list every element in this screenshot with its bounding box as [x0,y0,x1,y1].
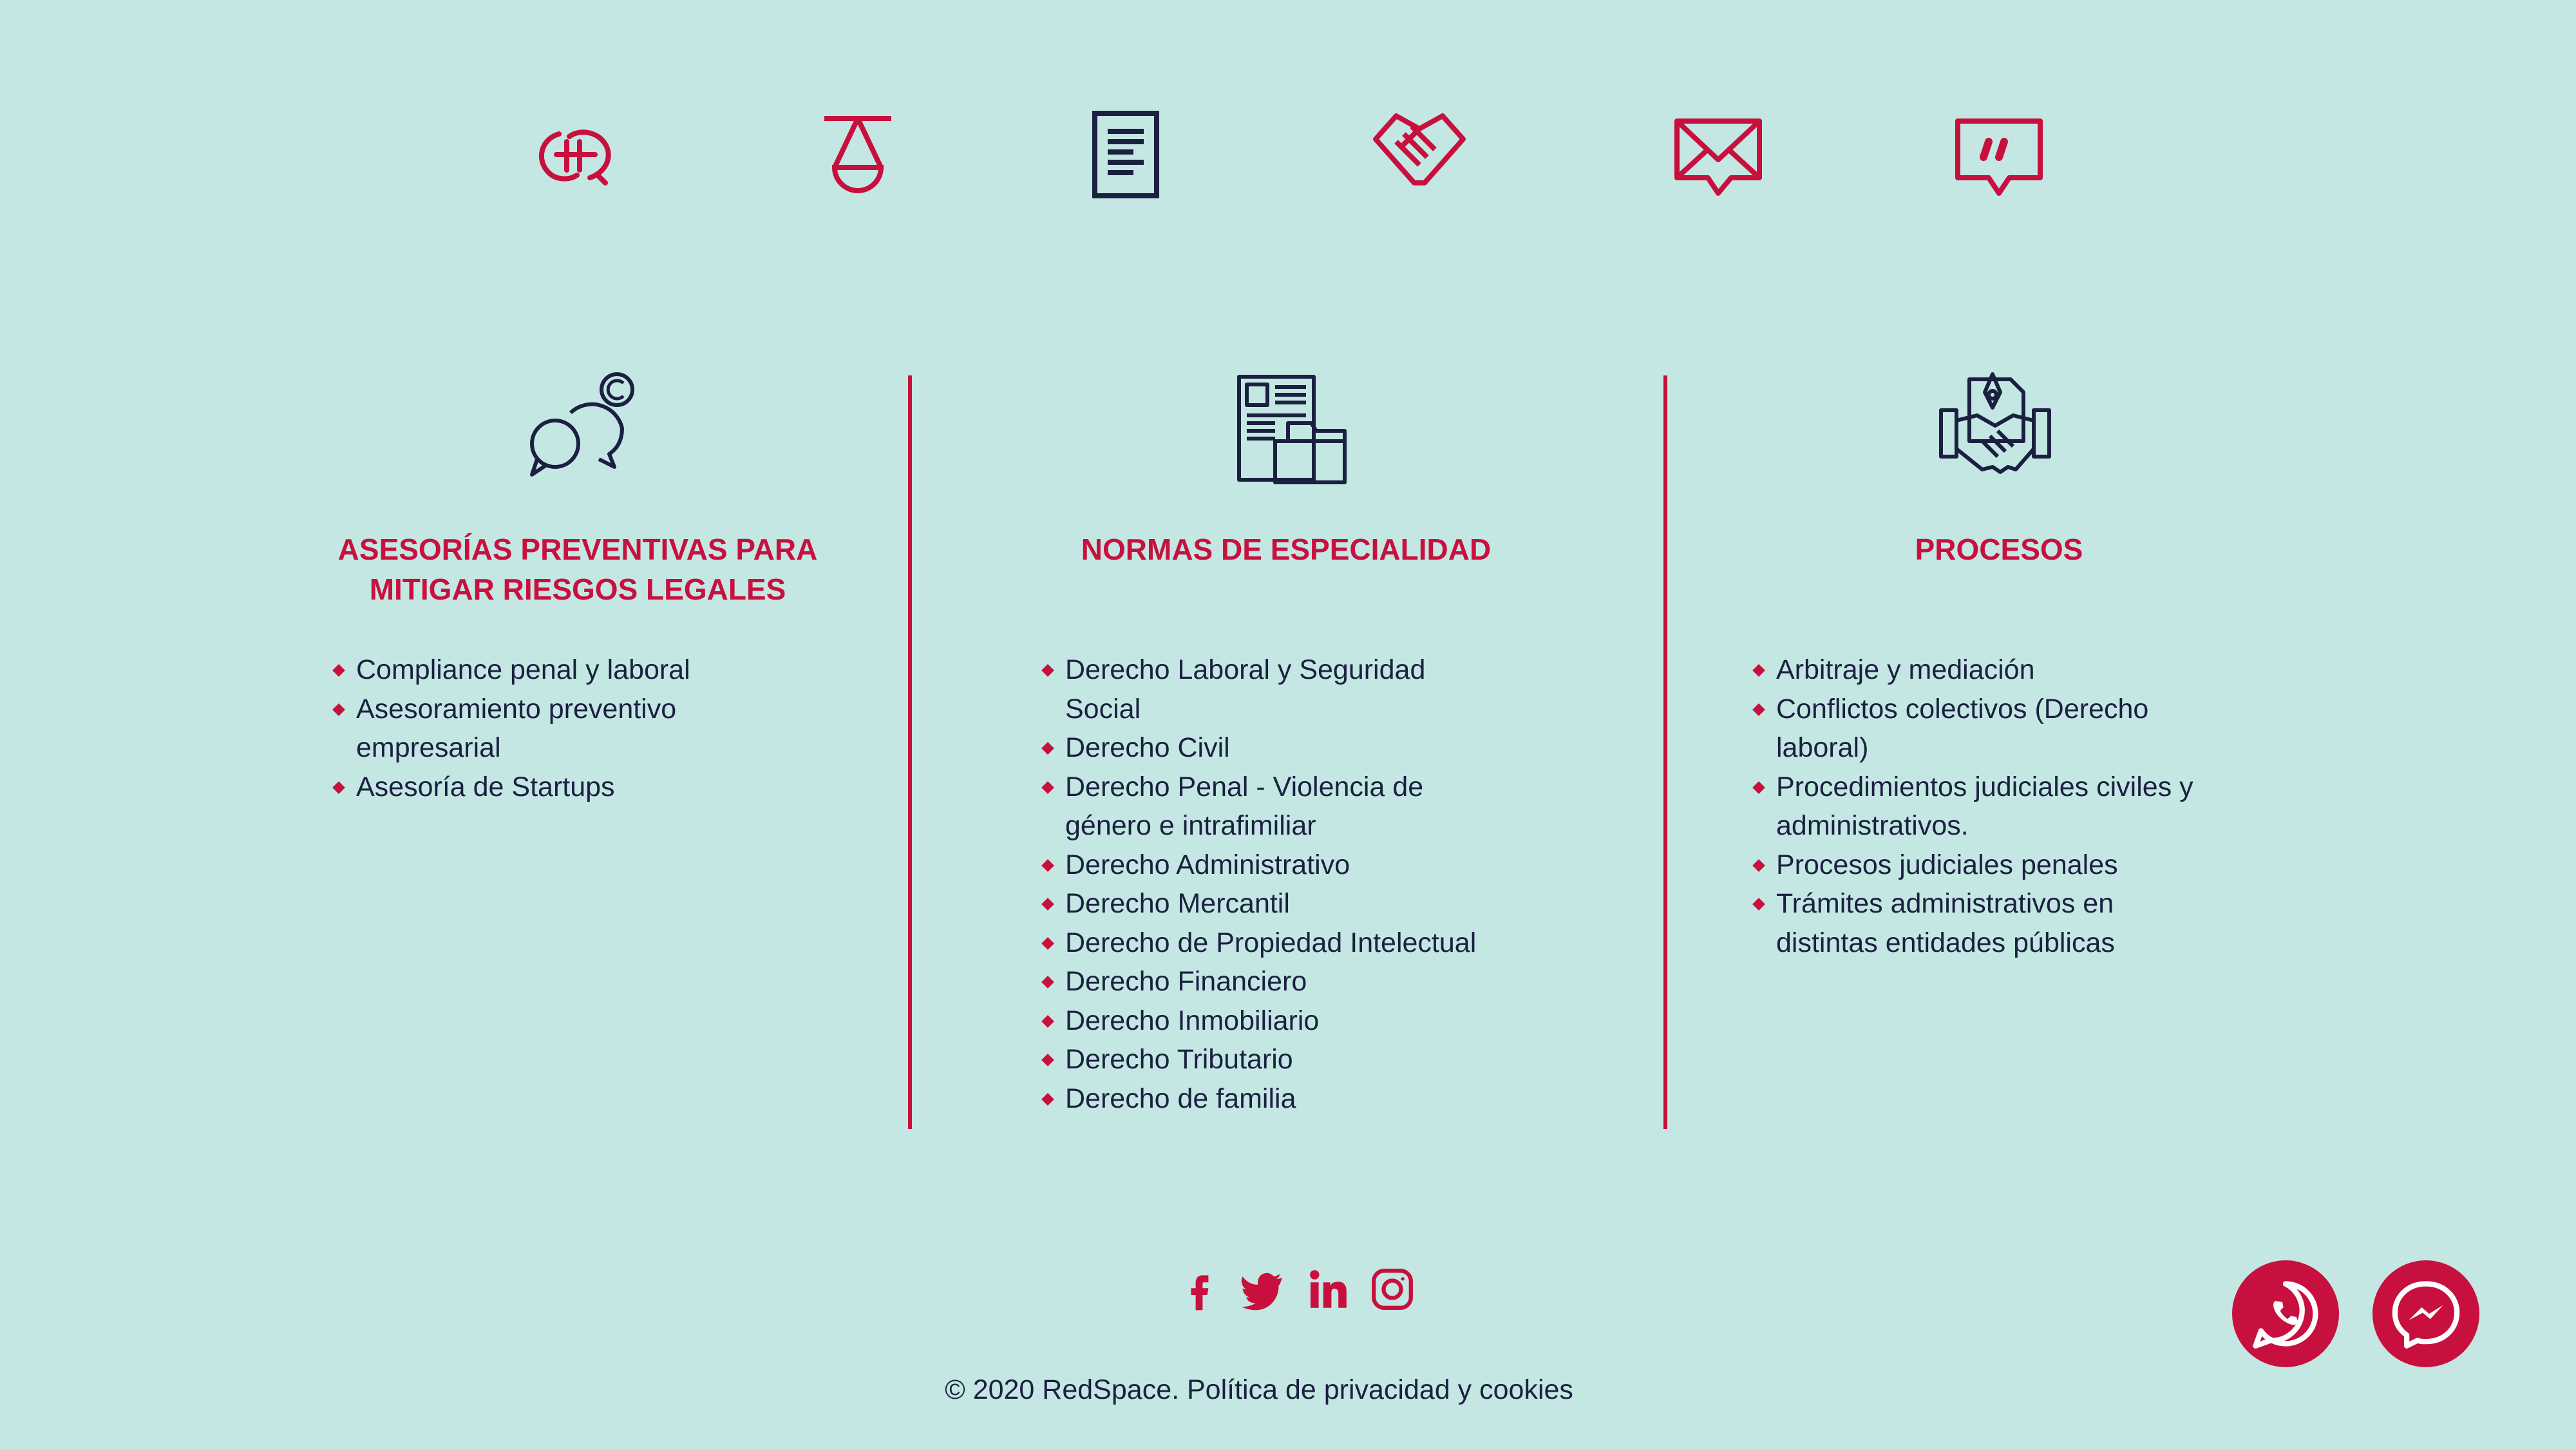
list-item: Derecho Penal - Violencia de género e intrafimiliar [1041,768,1490,846]
column-title-specialties: NORMAS DE ESPECIALIDAD [1081,533,1492,566]
list-item: Derecho de familia [1041,1079,1530,1119]
list-item: Procedimientos judiciales civiles y administrativos. [1752,768,2266,846]
list-item: Arbitraje y mediación [1752,650,2241,690]
list-item: Derecho Administrativo [1041,846,1530,885]
whatsapp-icon[interactable] [2232,1260,2339,1367]
envelope-icon[interactable] [1667,103,1770,206]
specialties-list [1041,650,1530,1118]
column-title-preventive: ASESORÍAS PREVENTIVAS PARA MITIGAR RIESGOS LEGALES [337,533,818,606]
preventive-services-list [332,650,755,806]
list-item: Procesos judiciales penales [1752,846,2241,885]
copyright-chat-icon [514,364,643,493]
messenger-icon[interactable] [2372,1260,2479,1367]
list-item: Conflictos colectivos (Derecho laboral) [1752,690,2201,768]
social-links [1176,1266,1416,1312]
list-item: Derecho de Propiedad Intelectual [1041,923,1530,963]
list-item: Derecho Laboral y Seguridad Social [1041,650,1490,728]
list-item: Derecho Tributario [1041,1040,1530,1079]
processes-list [1752,650,2241,962]
column-title-processes: PROCESOS [1915,533,2083,566]
quote-bubble-icon[interactable] [1947,103,2050,206]
list-item: Asesoría de Startups [332,768,755,807]
list-item: Asesoramiento preventivo empresarial [332,690,755,768]
scale-icon[interactable] [806,103,909,206]
facebook-icon[interactable] [1176,1266,1222,1312]
column-divider-left [908,375,912,1129]
twitter-icon[interactable] [1240,1266,1287,1312]
column-divider-right [1663,375,1667,1129]
list-item: Derecho Civil [1041,728,1530,768]
list-item: Compliance penal y laboral [332,650,755,690]
documents-folder-icon [1224,364,1352,493]
list-item: Derecho Inmobiliario [1041,1001,1530,1041]
copyright-text[interactable]: © 2020 RedSpace. Política de privacidad y cookies [945,1374,1573,1405]
list-item: Derecho Mercantil [1041,884,1530,923]
list-item: Derecho Financiero [1041,962,1530,1001]
document-icon[interactable] [1074,103,1177,206]
instagram-icon[interactable] [1369,1266,1416,1312]
contract-handshake-icon [1931,364,2060,493]
handshake-icon[interactable] [1368,103,1471,206]
list-item: Trámites administrativos en distintas entidades públicas [1752,884,2188,962]
linkedin-icon[interactable] [1305,1266,1351,1312]
shield-icon[interactable] [528,103,631,206]
